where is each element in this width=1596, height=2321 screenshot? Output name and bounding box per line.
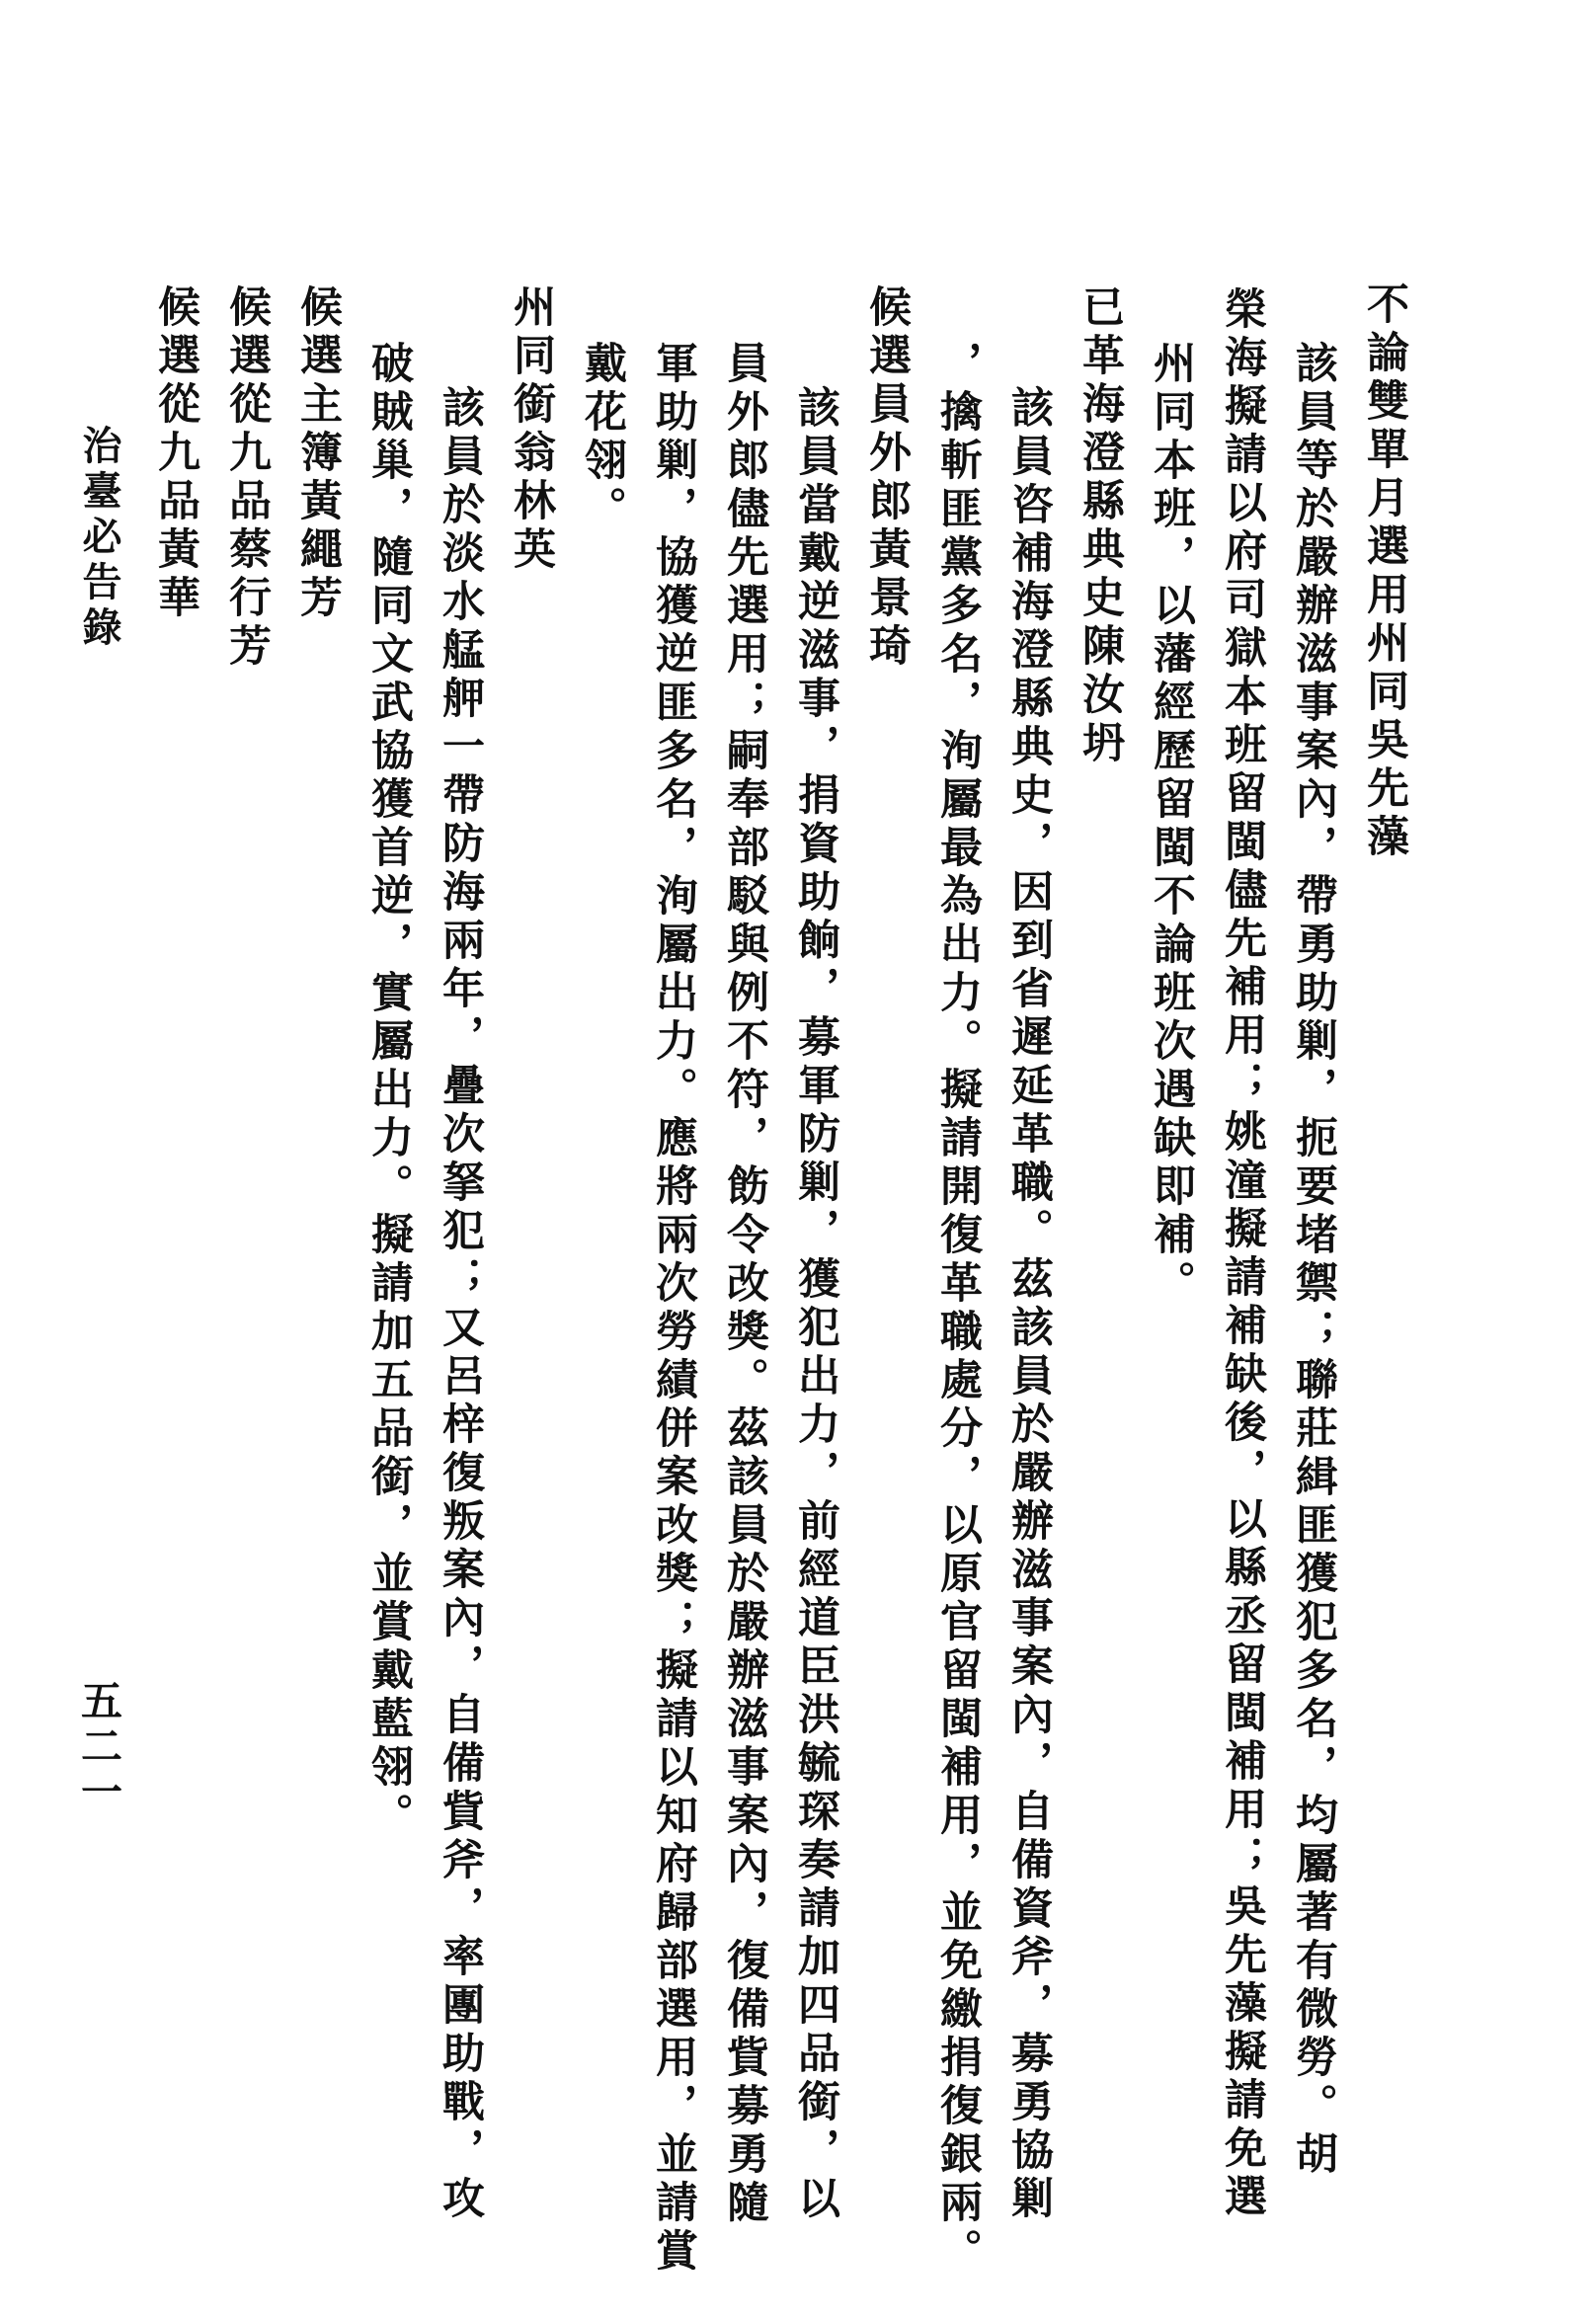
text-column-16: 候選主簿黃繩芳 (293, 284, 343, 623)
text-column-5: 已革海澄縣典史陳汝坍 (1076, 284, 1125, 768)
text-column-2: 該員等於嚴辦滋事案內，帶勇助剿，扼要堵禦；聯莊緝匪獲犯多名，均屬著有微勞。胡 (1289, 341, 1338, 2180)
text-column-11: 軍助剿，協獲逆匪多名，洵屬出力。應將兩次勞績併案改獎；擬請以知府歸部選用，並請賞 (649, 341, 698, 2277)
text-column-13: 州同銜翁林英 (507, 284, 556, 575)
text-column-3: 榮海擬請以府司獄本班留閩儘先補用；姚潼擬請補缺後，以縣丞留閩補用；吳先藻擬請免選 (1218, 286, 1267, 2222)
text-column-10: 員外郎儘先選用；嗣奉部駁與例不符，飭令改獎。茲該員於嚴辦滋事案內，復備貲募勇隨 (720, 341, 769, 2228)
text-column-17: 候選從九品蔡行芳 (222, 284, 272, 672)
text-column-4: 州同本班，以藩經歷留閩不論班次遇缺即補。 (1147, 341, 1196, 1309)
page-number: 五二一 (75, 1679, 123, 1815)
text-column-7: ，擒斬匪黨多名，洵屬最為出力。擬請開復革職處分，以原官留閩補用，並免繳捐復銀兩。 (933, 341, 983, 2277)
text-column-15: 破賊巢，隨同文武協獲首逆，實屬出力。擬請加五品銜，並賞戴藍翎。 (364, 341, 414, 1841)
text-column-6: 該員咨補海澄縣典史，因到省遲延革職。茲該員於嚴辦滋事案內，自備資斧，募勇協剿 (1004, 385, 1054, 2224)
book-title: 治臺必告錄 (76, 425, 122, 652)
text-column-1: 不論雙單月選用州同吳先藻 (1360, 281, 1409, 862)
text-column-14: 該員於淡水艋舺一帶防海兩年，疊次拏犯；又呂梓復叛案內，自備貲斧，率團助戰，攻 (436, 385, 485, 2224)
text-column-12: 戴花翎。 (578, 341, 627, 534)
text-column-8: 候選員外郎黃景琦 (862, 284, 912, 672)
text-column-18: 候選從九品黃華 (151, 284, 200, 623)
text-column-9: 該員當戴逆滋事，捐資助餉，募軍防剿，獲犯出力，前經道臣洪毓琛奏請加四品銜，以 (791, 385, 840, 2224)
